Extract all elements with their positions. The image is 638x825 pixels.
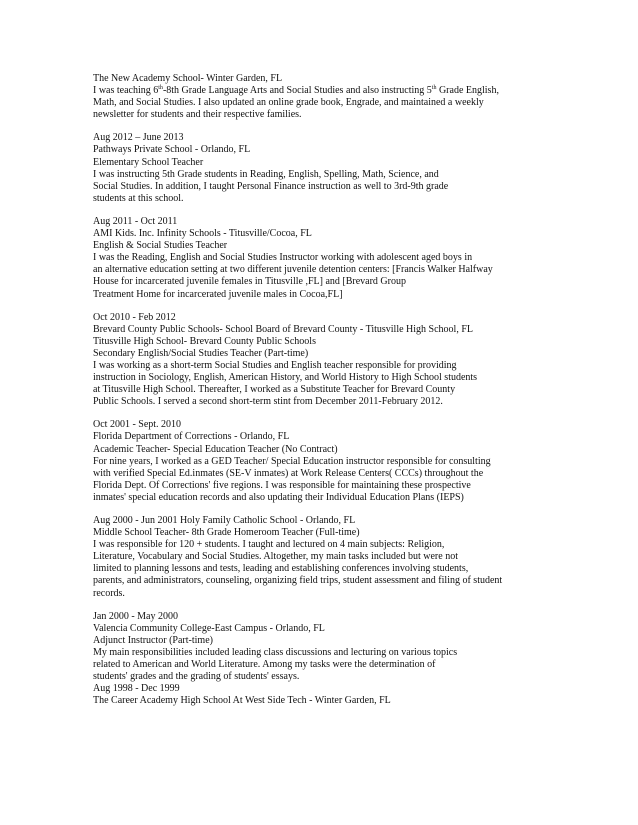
experience-section [93, 132, 613, 205]
text-line [93, 132, 613, 144]
text-line [93, 695, 613, 707]
experience-section [93, 216, 613, 301]
resume-document [93, 73, 613, 707]
text-run: Aug 2000 - Jun 2001 Holy Family Catholic School - Orlando, FL [93, 515, 356, 526]
text-line [93, 372, 613, 384]
experience-section [93, 312, 613, 409]
text-line [93, 671, 613, 683]
text-line [93, 563, 613, 575]
text-run: I was responsible for 120 + students. I taught and lectured on 4 main subjects: Religion, [93, 539, 445, 551]
text-line [93, 169, 613, 181]
text-line [93, 588, 613, 600]
section-spacer [93, 600, 613, 611]
section-spacer [93, 301, 613, 312]
text-run: Valencia Community College-East Campus - Orlando, FL [93, 622, 325, 634]
text-run: Florida Dept. Of Corrections' five regions. I was responsible for maintaining these prospective [93, 479, 471, 491]
text-run: Social Studies. In addition, I taught Personal Finance instruction as well to 3rd-9th grade [93, 180, 449, 192]
text-run: parents, and administrators, counseling, organizing field trips, student assessment and filing of student [93, 575, 503, 587]
text-line [93, 360, 613, 372]
text-run: AMI Kids. Inc. Infinity Schools - Titusville/Cocoa, FL [93, 228, 312, 240]
text-run: Brevard County Public Schools- School Board of Brevard County - Titusville High School, FL [93, 323, 473, 335]
text-run: Aug 1998 - Dec 1999 [93, 683, 180, 695]
text-line [93, 289, 613, 301]
text-line [93, 85, 613, 97]
text-run: students' grades and the grading of students' essays. [93, 671, 300, 683]
text-run: students at this school. [93, 192, 184, 204]
section-spacer [93, 408, 613, 419]
text-run: an alternative education setting at two different juvenile detention centers: [Francis Walker Halfway [93, 264, 493, 276]
text-line [93, 240, 613, 252]
text-run: Academic Teacher- Special Education Teacher (No Contract) [93, 443, 338, 455]
text-line [93, 276, 613, 288]
text-run: records. [93, 587, 125, 599]
text-line [93, 635, 613, 647]
text-line [93, 264, 613, 276]
text-line [93, 193, 613, 205]
text-run: Grade English, [436, 85, 499, 97]
text-run: at Titusville High School. Thereafter, I worked as a Substitute Teacher for Brevard County [93, 384, 456, 396]
text-line [93, 647, 613, 659]
experience-section [93, 611, 613, 684]
text-run: The New Academy School- Winter Garden, FL [93, 73, 283, 84]
text-line [93, 480, 613, 492]
text-line [93, 144, 613, 156]
text-run: I was instructing 5th Grade students in Reading, English, Spelling, Math, Science, and [93, 168, 439, 180]
text-run: I was the Reading, English and Social Studies Instructor working with adolescent aged boys in [93, 252, 473, 264]
text-line [93, 73, 613, 85]
text-run: Jan 2000 - May 2000 [93, 610, 178, 622]
text-run: English & Social Studies Teacher [93, 240, 228, 252]
text-run: limited to planning lessons and tests, leading and establishing conferences involving students, [93, 563, 469, 575]
text-run: I was teaching 6 [93, 85, 159, 97]
text-line [93, 456, 613, 468]
text-line [93, 492, 613, 504]
superscript: th [431, 85, 437, 92]
text-line [93, 396, 613, 408]
text-line [93, 575, 613, 587]
experience-section [93, 515, 613, 600]
text-run: newsletter for students and their respective families. [93, 109, 302, 121]
text-line [93, 611, 613, 623]
text-line [93, 312, 613, 324]
text-line [93, 109, 613, 121]
text-run: For nine years, I worked as a GED Teacher/ Special Education instructor responsible for consulting [93, 455, 491, 467]
text-run: House for incarcerated juvenile females in Titusville ,FL] and [Brevard Group [93, 276, 406, 288]
text-run: The Career Academy High School At West Side Tech - Winter Garden, FL [93, 695, 391, 707]
text-line [93, 468, 613, 480]
text-line [93, 444, 613, 456]
text-line [93, 181, 613, 193]
text-run: Florida Department of Corrections - Orlando, FL [93, 431, 290, 443]
text-run: I was working as a short-term Social Studies and English teacher responsible for providing [93, 359, 457, 371]
text-line [93, 515, 613, 527]
text-run: Math, and Social Studies. I also updated an online grade book, Engrade, and maintained a weekly [93, 97, 484, 109]
text-line [93, 623, 613, 635]
section-spacer [93, 205, 613, 216]
text-run: Aug 2012 – June 2013 [93, 132, 184, 144]
section-spacer [93, 504, 613, 515]
text-line [93, 551, 613, 563]
experience-section [93, 683, 613, 707]
text-line [93, 683, 613, 695]
text-run: with verified Special Ed.inmates (SE-V inmates) at Work Release Centers( CCCs) throughout the [93, 467, 484, 479]
text-run: Elementary School Teacher [93, 156, 204, 168]
text-run: inmates' special education records and also updating their Individual Education Plans (IEPS) [93, 491, 464, 503]
text-line [93, 384, 613, 396]
text-run: Oct 2010 - Feb 2012 [93, 311, 176, 323]
text-run: Adjunct Instructor (Part-time) [93, 634, 213, 646]
text-run: Oct 2001 - Sept. 2010 [93, 419, 182, 431]
text-run: Titusville High School- Brevard County Public Schools [93, 335, 316, 347]
text-line [93, 336, 613, 348]
text-run: Treatment Home for incarcerated juvenile males in Cocoa,FL] [93, 288, 343, 300]
text-line [93, 348, 613, 360]
text-run: Public Schools. I served a second short-term stint from December 2011-February 2012. [93, 396, 443, 408]
text-line [93, 97, 613, 109]
text-line [93, 157, 613, 169]
text-line [93, 228, 613, 240]
superscript: th [158, 85, 163, 92]
text-line [93, 659, 613, 671]
text-run: Pathways Private School - Orlando, FL [93, 144, 251, 156]
text-line [93, 527, 613, 539]
text-run: Aug 2011 - Oct 2011 [93, 215, 178, 227]
text-run: Middle School Teacher- 8th Grade Homeroom Teacher (Full-time) [93, 527, 360, 539]
text-line [93, 419, 613, 431]
text-run: My main responsibilities included leading class discussions and lecturing on various topics [93, 646, 458, 658]
section-spacer [93, 121, 613, 132]
text-line [93, 431, 613, 443]
text-line [93, 324, 613, 336]
experience-section [93, 419, 613, 504]
text-line [93, 539, 613, 551]
text-line [93, 216, 613, 228]
experience-section [93, 73, 613, 121]
text-run: Literature, Vocabulary and Social Studies. Altogether, my main tasks included but were not [93, 551, 458, 563]
text-run: related to American and World Literature. Among my tasks were the determination of [93, 659, 436, 671]
text-run: -8th Grade Language Arts and Social Studies and also instructing 5 [162, 85, 432, 97]
text-run: instruction in Sociology, English, American History, and World History to High School students [93, 372, 478, 384]
text-run: Secondary English/Social Studies Teacher (Part-time) [93, 347, 309, 359]
text-line [93, 252, 613, 264]
